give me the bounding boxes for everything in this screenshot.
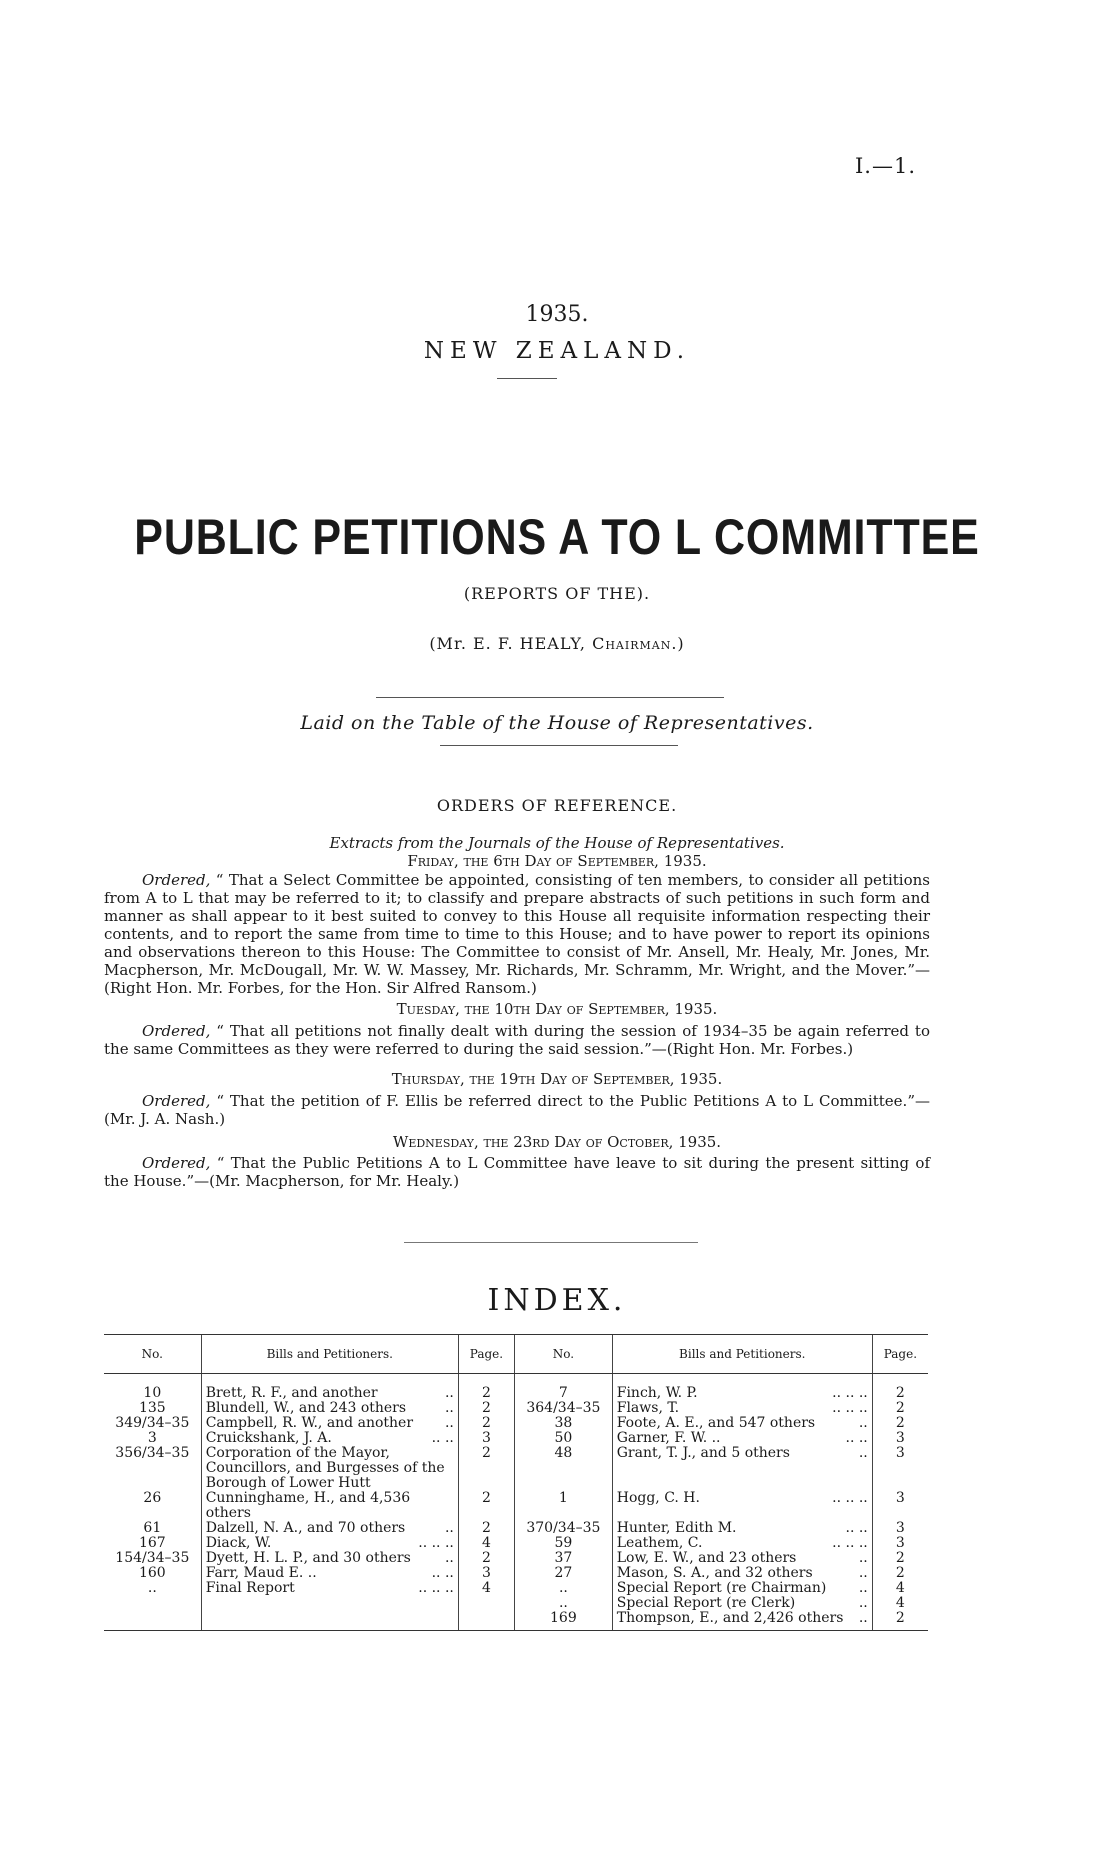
leader-dots: .. .. .. [418, 1535, 454, 1551]
petition-number: .. [515, 1596, 613, 1611]
petitioner-text: Leathem, C. [616, 1535, 703, 1551]
petitioner-name [201, 1551, 458, 1566]
order-text: “ That all petitions not finally dealt with during the session of 1934–35 be again referred to the same Committees as they were referred to during the said session.”—(Right Hon. Mr. Forbes.) [104, 1022, 930, 1058]
petitioner-name [612, 1416, 872, 1431]
document-subtitle: (REPORTS OF THE). [463, 584, 651, 603]
petitioner-text: Final Report [205, 1580, 295, 1596]
petitioner-name [612, 1536, 872, 1551]
petition-number: 370/34–35 [515, 1521, 613, 1536]
index-table [104, 1334, 928, 1631]
page-number: 2 [458, 1446, 514, 1491]
petitioner-text: Grant, T. J., and 5 others [616, 1445, 790, 1461]
petitioner-text: Cruickshank, J. A. [205, 1430, 332, 1446]
petition-number: 364/34–35 [515, 1401, 613, 1416]
petition-number: 1 [515, 1491, 613, 1521]
petitioner-text: Dyett, H. L. P., and 30 others [205, 1550, 411, 1566]
petitioner-name [612, 1491, 872, 1521]
page-number: 3 [872, 1521, 928, 1536]
petitioner-name [201, 1566, 458, 1581]
petitioner-text: Corporation of the Mayor, Councillors, and Burgesses of the Borough of Lower Hutt [205, 1445, 445, 1491]
petition-number: 48 [515, 1446, 613, 1491]
ordered-label: Ordered, [142, 1022, 211, 1040]
leader-dots: .. [444, 1415, 454, 1431]
leader-dots: .. [858, 1445, 868, 1461]
petitioner-name [612, 1551, 872, 1566]
chairman-prefix: (Mr. E. F. HEALY, [429, 634, 593, 653]
petitioner-name [612, 1611, 872, 1631]
petition-number: 349/34–35 [115, 1415, 190, 1431]
petitioner-name [201, 1491, 458, 1521]
year: 1935. [525, 302, 589, 327]
page-number: 2 [872, 1386, 928, 1401]
page-number: 2 [458, 1551, 514, 1566]
petition-number: 154/34–35 [115, 1550, 190, 1566]
petitioner-text: Finch, W. P. [616, 1385, 698, 1401]
leader-dots: .. .. .. [832, 1385, 868, 1401]
petition-number: 3 [147, 1430, 157, 1446]
divider [497, 378, 557, 379]
petitioner-name [612, 1431, 872, 1446]
table-row [104, 1566, 928, 1581]
petitioner-name [201, 1416, 458, 1431]
country-heading: NEW ZEALAND. [423, 338, 691, 364]
index-title: INDEX. [487, 1283, 627, 1318]
petitioner-text: Hunter, Edith M. [616, 1520, 737, 1536]
page-number: 3 [872, 1431, 928, 1446]
petition-number: 10 [143, 1385, 162, 1401]
page-number: 2 [458, 1521, 514, 1536]
page-number: 2 [458, 1491, 514, 1521]
laid-on-table: Laid on the Table of the House of Representatives. [300, 712, 814, 734]
orders-heading: ORDERS OF REFERENCE. [436, 796, 678, 815]
order-paragraph [104, 1154, 930, 1190]
divider [404, 1242, 698, 1243]
petition-number: 61 [143, 1520, 162, 1536]
petition-number: 7 [515, 1386, 613, 1401]
leader-dots: .. [444, 1550, 454, 1566]
table-row [104, 1401, 928, 1416]
divider [376, 697, 724, 698]
order-text: “ That the petition of F. Ellis be referred direct to the Public Petitions A to L Committee.”—(Mr. J. A. Nash.) [104, 1092, 930, 1128]
ordered-label: Ordered, [142, 1092, 211, 1110]
leader-dots: .. .. [845, 1430, 868, 1446]
petitioner-text: Hogg, C. H. [616, 1490, 700, 1506]
page-number: 2 [872, 1551, 928, 1566]
order-paragraph [104, 871, 930, 997]
petition-number: 169 [515, 1611, 613, 1631]
col-header-no: No. [515, 1335, 613, 1374]
petition-number: 37 [515, 1551, 613, 1566]
ordered-label: Ordered, [142, 1154, 211, 1172]
date-line: Tuesday, the 10th Day of September, 1935. [396, 1000, 718, 1018]
page-number: 2 [872, 1611, 928, 1631]
leader-dots: .. .. [431, 1565, 454, 1581]
petitioner-name [612, 1401, 872, 1416]
petitioner-text: Garner, F. W. .. [616, 1430, 721, 1446]
leader-dots: .. [858, 1565, 868, 1581]
petition-number: 26 [143, 1490, 162, 1506]
table-row [104, 1491, 928, 1521]
table-row [104, 1611, 928, 1631]
leader-dots: .. .. [431, 1430, 454, 1446]
petition-number: 356/34–35 [115, 1445, 190, 1461]
order-text: “ That the Public Petitions A to L Committee have leave to sit during the present sitting of the House.”—(Mr. Macpherson, for Mr. Healy.) [104, 1154, 930, 1190]
leader-dots: .. .. [845, 1520, 868, 1536]
leader-dots: .. .. .. [832, 1535, 868, 1551]
page-reference: I.—1. [854, 154, 916, 178]
petitioner-name [201, 1521, 458, 1536]
ordered-label: Ordered, [142, 871, 211, 889]
petition-number: 50 [515, 1431, 613, 1446]
chairman-role: Chairman [592, 634, 672, 653]
table-row [104, 1596, 928, 1611]
leader-dots: .. .. .. [832, 1400, 868, 1416]
col-header-page: Page. [458, 1335, 514, 1374]
petition-number: 38 [515, 1416, 613, 1431]
col-header-bills: Bills and Petitioners. [201, 1335, 458, 1374]
leader-dots: .. [858, 1550, 868, 1566]
leader-dots: .. [858, 1580, 868, 1596]
divider [440, 745, 678, 746]
document-title: PUBLIC PETITIONS A TO L COMMITTEE [134, 509, 980, 565]
petitioner-name [612, 1521, 872, 1536]
petition-number: 167 [138, 1535, 166, 1551]
page-number: 2 [872, 1401, 928, 1416]
leader-dots: .. [444, 1520, 454, 1536]
petition-number: .. [515, 1581, 613, 1596]
petitioner-name [201, 1536, 458, 1551]
petition-number: 59 [515, 1536, 613, 1551]
table-row [104, 1446, 928, 1491]
petitioner-text: Diack, W. [205, 1535, 272, 1551]
petition-number: 135 [138, 1400, 166, 1416]
page-number: 2 [458, 1416, 514, 1431]
petitioner-text: Special Report (re Clerk) [616, 1595, 796, 1611]
petitioner-text: Mason, S. A., and 32 others [616, 1565, 813, 1581]
date-line: Friday, the 6th Day of September, 1935. [407, 852, 707, 870]
leader-dots: .. [858, 1415, 868, 1431]
petition-number: 27 [515, 1566, 613, 1581]
page-number: 3 [872, 1491, 928, 1521]
petitioner-text: Cunninghame, H., and 4,536 others [205, 1490, 411, 1521]
petitioner-name [201, 1386, 458, 1401]
table-row [104, 1551, 928, 1566]
table-row [104, 1521, 928, 1536]
table-row [104, 1416, 928, 1431]
table-row [104, 1581, 928, 1596]
leader-dots: .. [444, 1385, 454, 1401]
date-line: Thursday, the 19th Day of September, 1935. [391, 1070, 723, 1088]
petitioner-name [201, 1581, 458, 1596]
petitioner-name [201, 1401, 458, 1416]
page-number: 2 [458, 1401, 514, 1416]
table-row [104, 1431, 928, 1446]
leader-dots: .. .. .. [832, 1490, 868, 1506]
date-line: Wednesday, the 23rd Day of October, 1935. [392, 1133, 722, 1151]
petition-number: 160 [138, 1565, 166, 1581]
page-number: 4 [872, 1596, 928, 1611]
petitioner-text: Flaws, T. [616, 1400, 680, 1416]
page-number: 3 [872, 1536, 928, 1551]
chairman-suffix: .) [671, 634, 685, 653]
petitioner-text: Brett, R. F., and another [205, 1385, 378, 1401]
table-row [104, 1386, 928, 1401]
page-number: 3 [458, 1566, 514, 1581]
petitioner-text: Low, E. W., and 23 others [616, 1550, 797, 1566]
leader-dots: .. [858, 1595, 868, 1611]
col-header-no: No. [104, 1335, 201, 1374]
petitioner-name [201, 1446, 458, 1491]
order-text: “ That a Select Committee be appointed, consisting of ten members, to consider all petitions from A to L that may be referred to it; to classify and prepare abstracts of such petitions in such form and manner as shall appear to it best suited to convey to this House all requisite information respecting their contents, and to report the same from time to time to this House; and to have power to report its opinions and observations thereon to this House: The Committee to consist of Mr. Ansell, Mr. Healy, Mr. Jones, Mr. Macpherson, Mr. McDougall, Mr. W. W. Massey, Mr. Richards, Mr. Schramm, Mr. Wright, and the Mover.”—(Right Hon. Mr. Forbes, for the Hon. Sir Alfred Ransom.) [104, 871, 930, 997]
petitioner-name [612, 1566, 872, 1581]
page-number: 2 [458, 1386, 514, 1401]
page-number: 2 [872, 1416, 928, 1431]
order-paragraph [104, 1092, 930, 1128]
page-number: 2 [872, 1566, 928, 1581]
extracts-line: Extracts from the Journals of the House of Representatives. [329, 834, 785, 852]
table-row [104, 1536, 928, 1551]
page-number: 3 [458, 1431, 514, 1446]
page-number: 3 [872, 1446, 928, 1491]
petitioner-text: Blundell, W., and 243 others [205, 1400, 407, 1416]
page-number: 4 [872, 1581, 928, 1596]
col-header-page: Page. [872, 1335, 928, 1374]
page-number: 4 [458, 1536, 514, 1551]
petitioner-name [612, 1581, 872, 1596]
petitioner-text: Foote, A. E., and 547 others [616, 1415, 816, 1431]
petitioner-text: Farr, Maud E. .. [205, 1565, 317, 1581]
petitioner-name [612, 1386, 872, 1401]
chairman-line [0, 634, 1114, 653]
petition-number: .. [147, 1580, 157, 1596]
page-number: 4 [458, 1581, 514, 1596]
order-paragraph [104, 1022, 930, 1058]
leader-dots: .. [858, 1610, 868, 1626]
petitioner-text: Campbell, R. W., and another [205, 1415, 414, 1431]
leader-dots: .. .. .. [418, 1580, 454, 1596]
petitioner-text: Dalzell, N. A., and 70 others [205, 1520, 406, 1536]
petitioner-name [201, 1431, 458, 1446]
leader-dots: .. [444, 1400, 454, 1416]
petitioner-name [612, 1596, 872, 1611]
col-header-bills: Bills and Petitioners. [612, 1335, 872, 1374]
petitioner-text: Special Report (re Chairman) [616, 1580, 827, 1596]
petitioner-text: Thompson, E., and 2,426 others [616, 1610, 844, 1626]
petitioner-name [612, 1446, 872, 1491]
